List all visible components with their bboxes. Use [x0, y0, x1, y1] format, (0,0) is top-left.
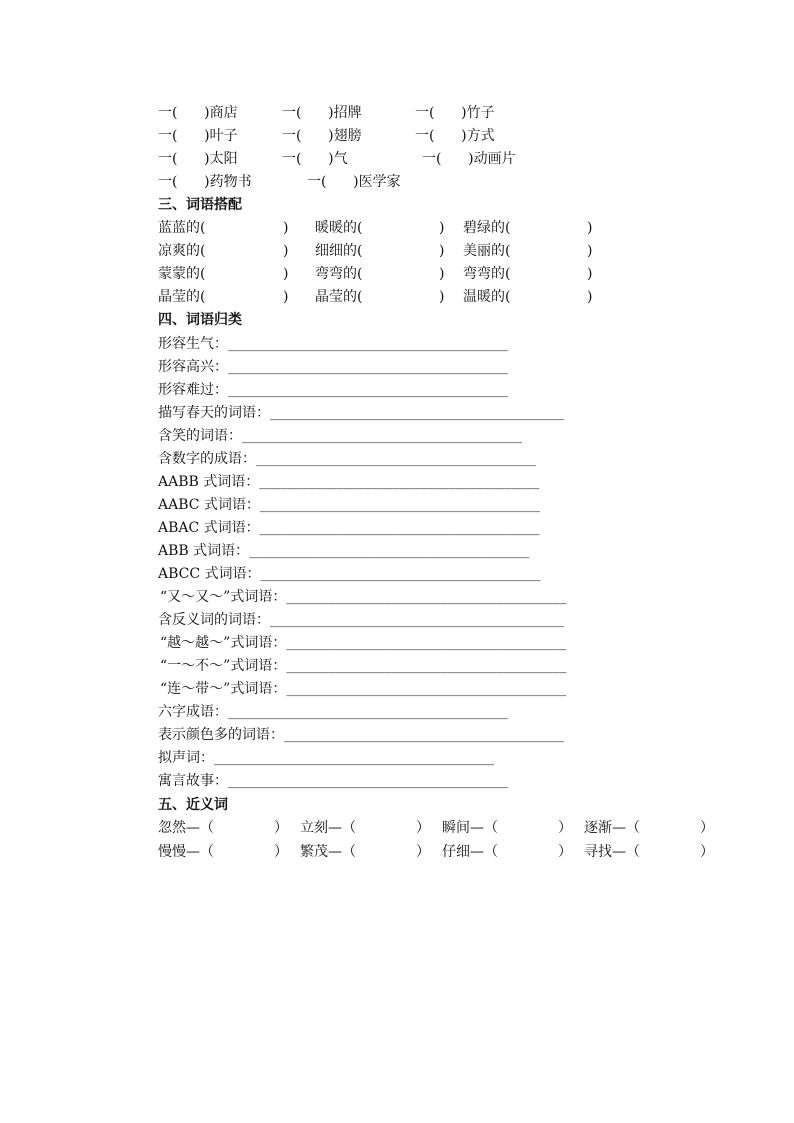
collocation-close: ): [587, 266, 593, 282]
category-line: 含笑的词语：________________________________________: [158, 428, 522, 444]
synonym-close: ）: [416, 820, 430, 836]
collocation-close: ): [283, 266, 289, 282]
synonym-close: ）: [558, 844, 572, 860]
category-line: 含数字的成语：________________________________________: [158, 451, 536, 467]
category-line: 含反义词的词语：__________________________________________: [158, 612, 564, 628]
synonym-close: ）: [558, 820, 572, 836]
category-line: ABCC 式词语：________________________________________: [158, 566, 541, 582]
collocation-word: 碧绿的(: [463, 220, 511, 236]
synonym-close: ）: [700, 820, 714, 836]
synonym-word: 逐渐—（: [584, 820, 640, 836]
collocation-word: 晶莹的(: [158, 289, 206, 305]
synonym-close: ）: [274, 820, 288, 836]
category-line: 形容难过：________________________________________: [158, 382, 508, 398]
measure-word-item: 一( )叶子: [158, 128, 238, 144]
synonym-word: 寻找—（: [584, 844, 640, 860]
synonym-word: 立刻—（: [300, 820, 356, 836]
collocation-word: 温暖的(: [463, 289, 511, 305]
category-line: 表示颜色多的词语：________________________________________: [158, 727, 564, 743]
measure-word-item: 一( )气: [282, 151, 348, 167]
category-line: 形容生气：________________________________________: [158, 336, 508, 352]
category-line: 描写春天的词语：__________________________________________: [158, 405, 564, 421]
synonym-word: 瞬间—（: [442, 820, 498, 836]
measure-word-item: 一( )竹子: [415, 105, 495, 121]
collocation-close: ): [283, 289, 289, 305]
collocation-word: 蒙蒙的(: [158, 266, 206, 282]
collocation-close: ): [439, 266, 445, 282]
measure-word-item: 一( )医学家: [307, 174, 401, 190]
measure-word-item: 一( )招牌: [282, 105, 362, 121]
category-line: ABB 式词语：________________________________________: [158, 543, 530, 559]
synonym-close: ）: [700, 844, 714, 860]
measure-word-item: 一( )商店: [158, 105, 238, 121]
collocation-close: ): [283, 220, 289, 236]
collocation-word: 凉爽的(: [158, 243, 206, 259]
measure-word-item: 一( )药物书: [158, 174, 252, 190]
collocation-word: 蓝蓝的(: [158, 220, 206, 236]
section-3-title: 三、词语搭配: [158, 197, 242, 213]
category-line: “越～越～”式词语：________________________________________: [160, 635, 567, 651]
collocation-word: 细细的(: [315, 243, 363, 259]
section-5-title: 五、近义词: [158, 797, 228, 813]
category-line: 六字成语：________________________________________: [158, 704, 508, 720]
synonym-word: 繁茂—（: [300, 844, 356, 860]
category-line: 形容高兴：________________________________________: [158, 359, 508, 375]
collocation-word: 晶莹的(: [315, 289, 363, 305]
collocation-close: ): [439, 243, 445, 259]
collocation-close: ): [439, 289, 445, 305]
collocation-close: ): [587, 243, 593, 259]
category-line: “又～又～”式词语：________________________________________: [160, 589, 567, 605]
collocation-word: 暖暖的(: [315, 220, 363, 236]
collocation-word: 美丽的(: [463, 243, 511, 259]
collocation-close: ): [587, 289, 593, 305]
measure-word-item: 一( )翅膀: [282, 128, 362, 144]
synonym-row: [0, 842, 714, 1042]
collocation-word: 弯弯的(: [315, 266, 363, 282]
synonym-close: ）: [416, 844, 430, 860]
measure-word-item: 一( )太阳: [158, 151, 238, 167]
synonym-word: 忽然—（: [158, 820, 214, 836]
collocation-word: 弯弯的(: [463, 266, 511, 282]
collocation-close: ): [439, 220, 445, 236]
category-line: AABC 式词语：________________________________________: [158, 497, 540, 513]
measure-word-item: 一( )动画片: [422, 151, 516, 167]
synonym-word: 仔细—（: [442, 844, 498, 860]
category-line: ABAC 式词语：________________________________________: [158, 520, 540, 536]
category-line: “一～不～”式词语：________________________________________: [160, 658, 567, 674]
synonym-close: ）: [274, 844, 288, 860]
category-line: AABB 式词语：________________________________________: [158, 474, 540, 490]
category-line: 拟声词：________________________________________: [158, 750, 494, 766]
measure-word-item: 一( )方式: [415, 128, 495, 144]
collocation-close: ): [283, 243, 289, 259]
category-line: “连～带～”式词语：________________________________________: [160, 681, 567, 697]
category-line: 寓言故事：________________________________________: [158, 773, 508, 789]
section-4-title: 四、词语归类: [158, 312, 242, 328]
collocation-close: ): [587, 220, 593, 236]
synonym-word: 慢慢—（: [158, 844, 214, 860]
